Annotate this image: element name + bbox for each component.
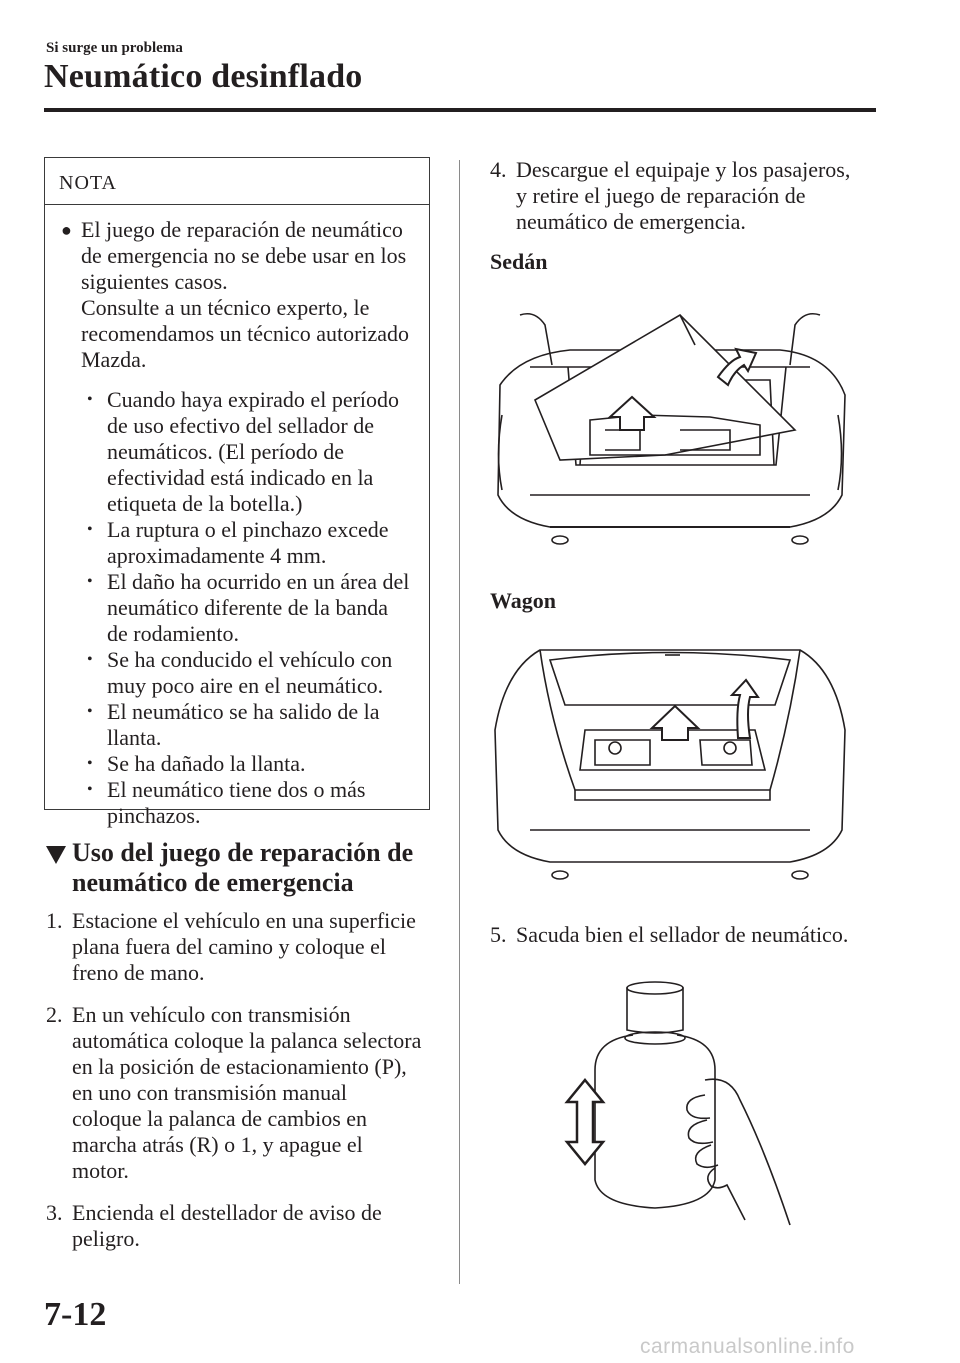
column-divider	[459, 160, 460, 1284]
case-bullet-icon: •	[87, 391, 93, 408]
case-line: aproximadamente 4 mm.	[107, 543, 327, 568]
page-number: 7-12	[44, 1296, 107, 1333]
wagon-trunk-illustration	[490, 640, 850, 890]
case-line: El neumático tiene dos o más	[107, 777, 366, 802]
step-number: 4.	[490, 157, 507, 182]
case-bullet-icon: •	[87, 781, 93, 798]
step-line: En un vehículo con transmisión	[72, 1002, 351, 1027]
case-line: La ruptura o el pinchazo excede	[107, 517, 389, 542]
step-number: 1.	[46, 908, 63, 933]
case-line: de uso efectivo del sellador de	[107, 413, 374, 438]
title-rule	[44, 108, 876, 112]
note-header	[45, 158, 429, 205]
bottle-shake-illustration	[555, 980, 815, 1230]
step-line: en la posición de estacionamiento (P),	[72, 1054, 407, 1079]
note-bullet-icon: ●	[61, 220, 72, 240]
case-line: Cuando haya expirado el período	[107, 387, 400, 412]
figure-label-sedan: Sedán	[490, 249, 548, 274]
case-line: El daño ha ocurrido en un área del	[107, 569, 410, 594]
step-line: Encienda el destellador de aviso de	[72, 1200, 382, 1225]
note-lead-line: siguientes casos.	[81, 269, 228, 294]
section-label: Si surge un problema	[46, 40, 183, 56]
step-line: plana fuera del camino y coloque el	[72, 934, 386, 959]
figure-label-wagon: Wagon	[490, 588, 557, 613]
case-bullet-icon: •	[87, 755, 93, 772]
case-line: Se ha conducido el vehículo con	[107, 647, 393, 672]
note-lead-line: de emergencia no se debe usar en los	[81, 243, 407, 268]
step-line: Sacuda bien el sellador de neumático.	[516, 922, 849, 947]
case-line: neumático diferente de la banda	[107, 595, 388, 620]
step-number: 5.	[490, 922, 507, 947]
step-line: en uno con transmisión manual	[72, 1080, 347, 1105]
case-line: efectividad está indicado en la	[107, 465, 374, 490]
step-line: Estacione el vehículo en una superficie	[72, 908, 416, 933]
note-lead-line: Mazda.	[81, 347, 147, 372]
page-title: Neumático desinflado	[44, 58, 363, 95]
case-bullet-icon: •	[87, 651, 93, 668]
step-number: 2.	[46, 1002, 63, 1027]
case-line: llanta.	[107, 725, 162, 750]
case-line: neumáticos. (El período de	[107, 439, 345, 464]
case-bullet-icon: •	[87, 573, 93, 590]
case-bullet-icon: •	[87, 703, 93, 720]
section-title-line1: Uso del juego de reparación de	[72, 838, 414, 867]
case-line: El neumático se ha salido de la	[107, 699, 380, 724]
note-lead-line: Consulte a un técnico experto, le	[81, 295, 370, 320]
step-line: peligro.	[72, 1226, 140, 1251]
up-arrow-icon	[652, 706, 698, 740]
step-line: automática coloque la palanca selectora	[72, 1028, 422, 1053]
step-number: 3.	[46, 1200, 63, 1225]
step-line: neumático de emergencia.	[516, 209, 746, 234]
triangle-bullet-icon	[46, 846, 66, 864]
note-lead-line: El juego de reparación de neumático	[81, 217, 403, 242]
watermark: carmanualsonline.info	[640, 1335, 855, 1358]
section-title-line2: neumático de emergencia	[72, 868, 354, 897]
case-line: etiqueta de la botella.)	[107, 491, 303, 516]
case-bullet-icon: •	[87, 521, 93, 538]
case-line: pinchazos.	[107, 803, 201, 828]
case-line: muy poco aire en el neumático.	[107, 673, 384, 698]
note-box	[44, 157, 430, 828]
step-line: freno de mano.	[72, 960, 205, 985]
note-lead-line: recomendamos un técnico autorizado	[81, 321, 410, 346]
step-line: motor.	[72, 1158, 129, 1183]
note-title: NOTA	[59, 172, 117, 194]
sedan-trunk-illustration	[490, 305, 850, 555]
double-arrow-icon	[567, 1080, 603, 1164]
step-line: marcha atrás (R) o 1, y apague el	[72, 1132, 363, 1157]
step-line: coloque la palanca de cambios en	[72, 1106, 368, 1131]
case-line: Se ha dañado la llanta.	[107, 751, 306, 776]
step-line: Descargue el equipaje y los pasajeros,	[516, 157, 851, 182]
case-line: de rodamiento.	[107, 621, 239, 646]
step-line: y retire el juego de reparación de	[516, 183, 806, 208]
